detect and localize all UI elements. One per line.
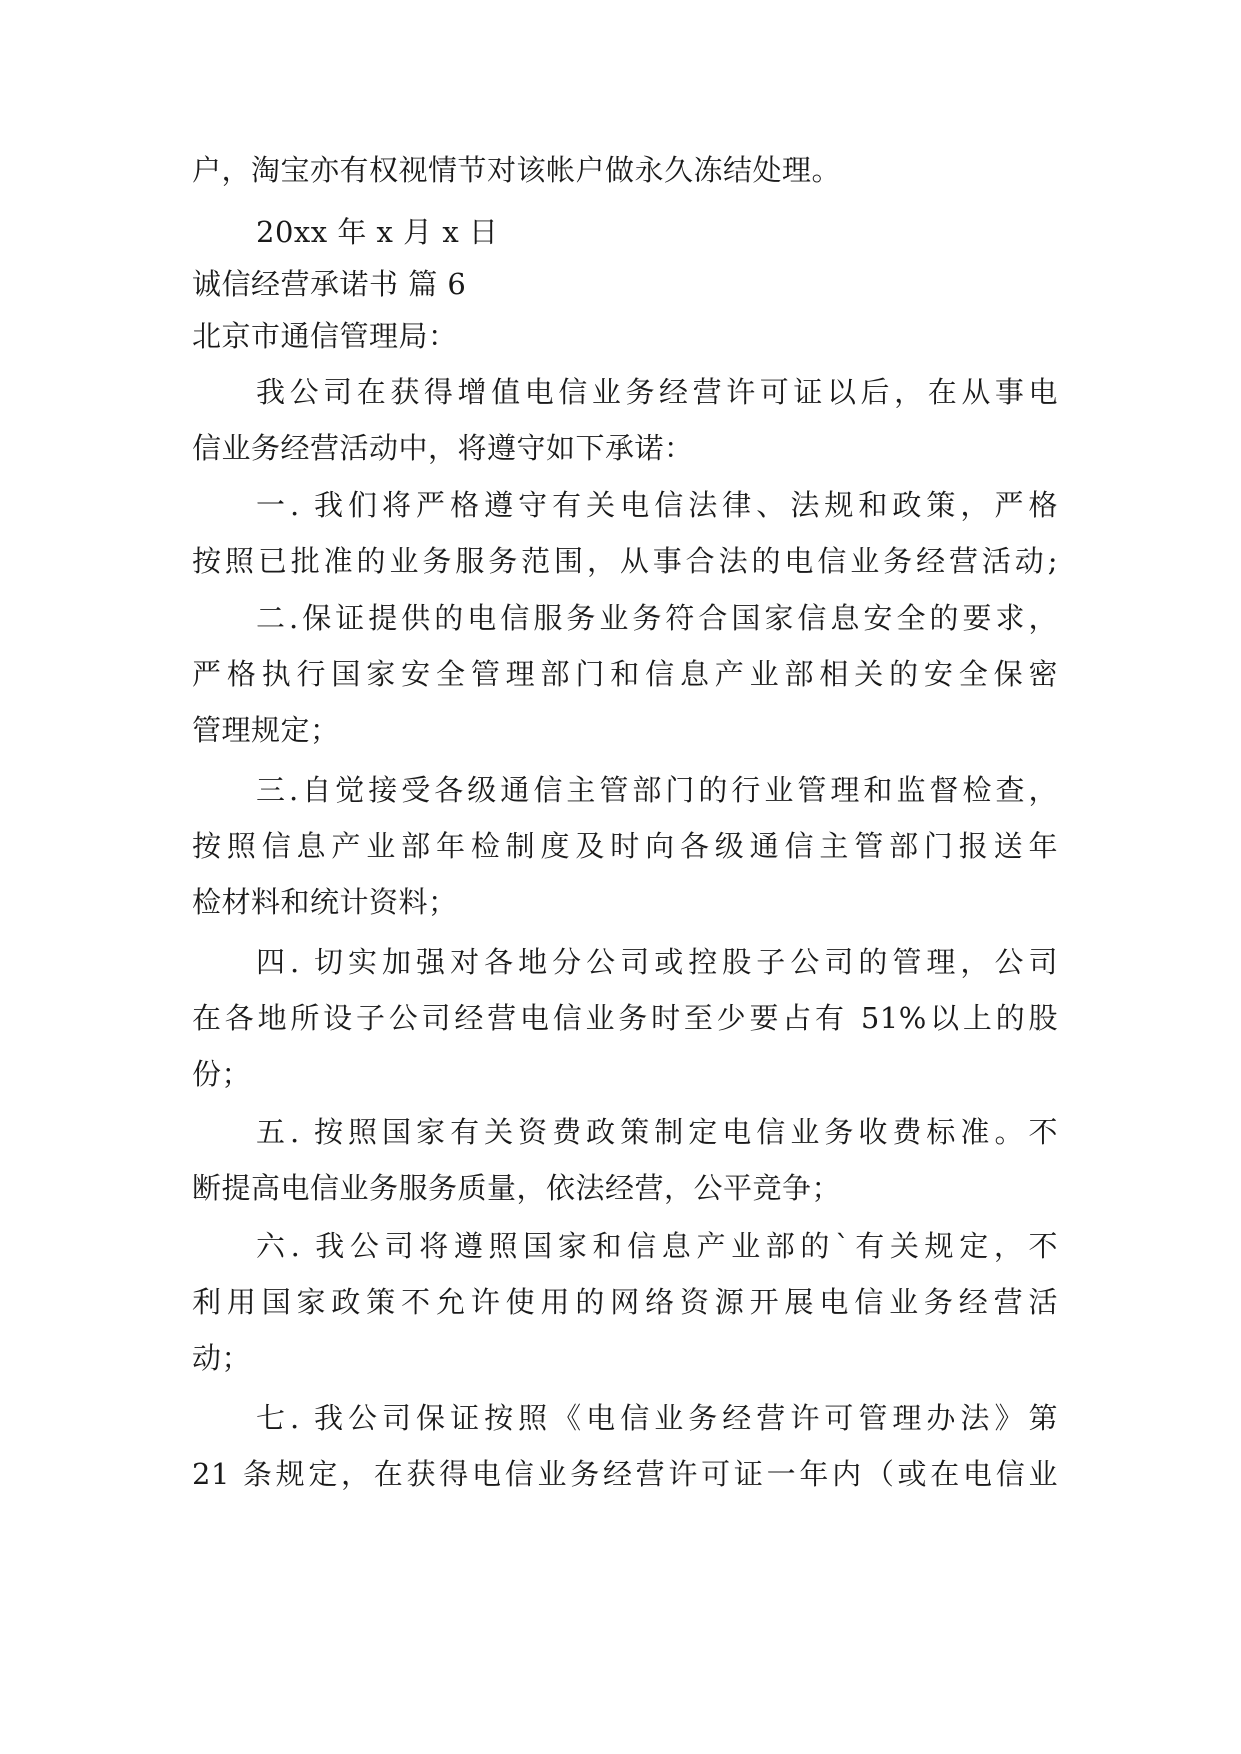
paragraph-line: 信业务经营活动中，将遵守如下承诺： [192, 431, 694, 465]
paragraph-line: 管理规定； [192, 713, 340, 747]
paragraph-line: 二.保证提供的电信服务业务符合国家信息安全的要求， [256, 601, 1058, 635]
paragraph-line: 在各地所设子公司经营电信业务时至少要占有 51%以上的股 [192, 1001, 1058, 1035]
paragraph-line: 我公司在获得增值电信业务经营许可证以后，在从事电 [256, 375, 1058, 409]
paragraph-line: 严格执行国家安全管理部门和信息产业部相关的安全保密 [192, 657, 1058, 691]
paragraph-line: 三.自觉接受各级通信主管部门的行业管理和监督检查， [256, 773, 1058, 807]
paragraph-line: 按照已批准的业务服务范围，从事合法的电信业务经营活动; [192, 544, 1058, 578]
paragraph-line: 份； [192, 1057, 252, 1091]
paragraph-line: 四. 切实加强对各地分公司或控股子公司的管理，公司 [256, 945, 1058, 979]
paragraph-line: 动； [192, 1341, 252, 1375]
paragraph-line: 21 条规定，在获得电信业务经营许可证一年内（或在电信业 [192, 1457, 1058, 1491]
paragraph-line: 一. 我们将严格遵守有关电信法律、法规和政策，严格 [256, 488, 1058, 522]
paragraph-line: 检材料和统计资料； [192, 885, 458, 919]
section-heading: 诚信经营承诺书 篇 6 [192, 267, 467, 301]
paragraph-line: 七. 我公司保证按照《电信业务经营许可管理办法》第 [256, 1401, 1058, 1435]
paragraph-line: 断提高电信业务服务质量，依法经营，公平竞争； [192, 1171, 842, 1205]
date-line: 20xx 年 x 月 x 日 [256, 215, 499, 249]
paragraph-line: 利用国家政策不允许使用的网络资源开展电信业务经营活 [192, 1285, 1058, 1319]
addressee: 北京市通信管理局： [192, 319, 458, 353]
text-line: 户，淘宝亦有权视情节对该帐户做永久冻结处理。 [192, 153, 842, 187]
paragraph-line: 五. 按照国家有关资费政策制定电信业务收费标准。不 [256, 1115, 1058, 1149]
paragraph-line: 六. 我公司将遵照国家和信息产业部的`有关规定，不 [256, 1229, 1058, 1263]
paragraph-line: 按照信息产业部年检制度及时向各级通信主管部门报送年 [192, 829, 1058, 863]
